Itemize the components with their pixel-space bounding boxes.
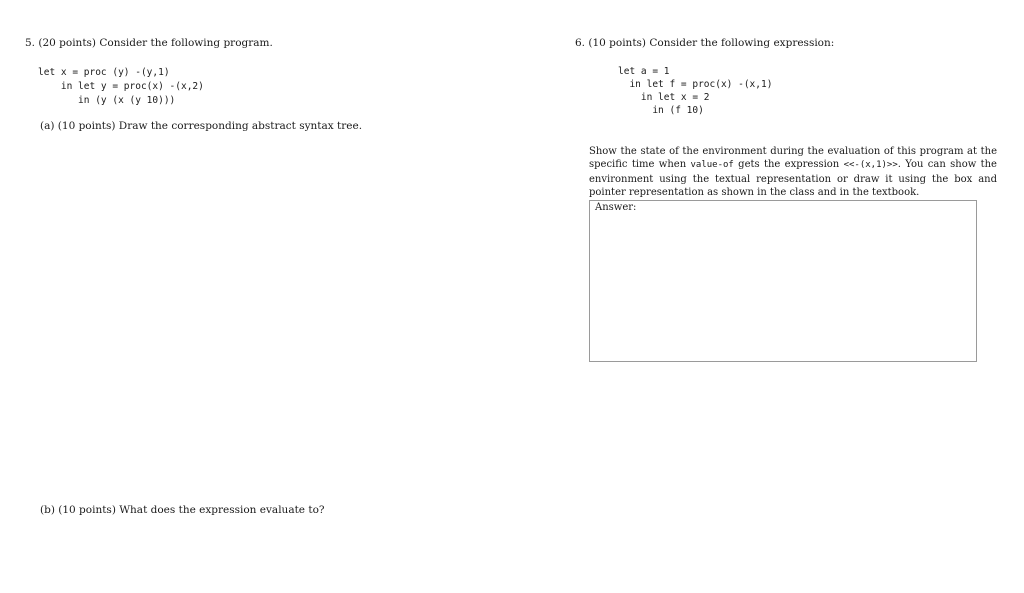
q5-code-line-1: let x = proc (y) -(y,1) <box>38 67 170 78</box>
q6-code-line-3: in let x = 2 <box>618 92 710 103</box>
q6-code-expression: <<-(x,1)>> <box>843 160 898 171</box>
q5-code-line-3: in (y (x (y 10))) <box>38 95 176 106</box>
q5-code-line-2: in let y = proc(x) -(x,2) <box>38 81 204 92</box>
q6-header: 6. (10 points) Consider the following expression: <box>575 37 835 49</box>
q6-answer-label: Answer: <box>595 202 637 213</box>
q6-code-line-2: in let f = proc(x) -(x,1) <box>618 79 773 90</box>
q6-code-line-4: in (f 10) <box>618 105 704 116</box>
q5-header: 5. (20 points) Consider the following program. <box>25 37 273 49</box>
q6-answer-box[interactable] <box>589 200 977 362</box>
q5-part-b: (b) (10 points) What does the expression evaluate to? <box>40 504 325 516</box>
q6-instructions <box>589 145 997 199</box>
q6-instructions-text-2: gets the expression <box>738 159 840 171</box>
q6-instructions-text-3: . You can show the environment using the textual representation or draw it using the box and pointer representation as shown in the class and in the textbook. <box>589 159 997 198</box>
q6-code-value-of: value-of <box>690 160 734 171</box>
q6-code-line-1: let a = 1 <box>618 66 670 77</box>
q5-part-a: (a) (10 points) Draw the corresponding abstract syntax tree. <box>40 120 363 132</box>
q6-instructions-text-1: Show the state of the environment during the evaluation of this program at the specific time when <box>589 146 997 171</box>
